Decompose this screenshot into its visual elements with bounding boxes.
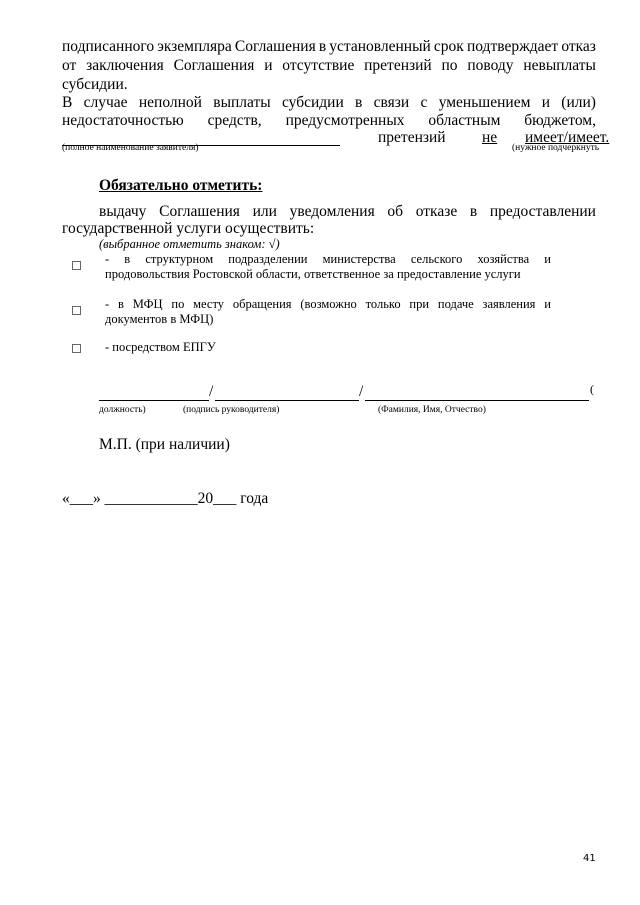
word: уменьшением — [438, 94, 531, 111]
signature-hint: (подпись руководителя) — [183, 405, 280, 415]
word: заявления — [482, 297, 536, 311]
word: по — [171, 297, 185, 311]
word: (возможно — [300, 297, 357, 311]
word: предоставлении — [489, 203, 596, 220]
word: подаче — [437, 297, 474, 311]
word: претензий — [364, 57, 432, 74]
word: в — [469, 203, 478, 220]
word: Соглашения — [159, 203, 240, 220]
full-name-hint: (Фамилия, Имя, Отчество) — [378, 405, 486, 415]
word: случае — [83, 94, 128, 111]
option-epgu-checkbox[interactable] — [72, 344, 81, 353]
word: отказе — [415, 203, 458, 220]
para2-line2 — [62, 112, 596, 130]
mandatory-intro-line1 — [99, 203, 596, 221]
word: срок — [433, 38, 464, 55]
sig-sep-2: / — [359, 383, 364, 400]
date-month[interactable]: ____________ — [104, 490, 198, 507]
word: Соглашения — [173, 57, 255, 74]
word: от — [62, 57, 77, 74]
word: выплаты — [213, 94, 271, 111]
word: поводу — [467, 57, 514, 74]
word: обращения — [232, 297, 292, 311]
option-structural-checkbox[interactable] — [72, 261, 81, 270]
para1-line1 — [62, 38, 596, 56]
word: при — [409, 297, 430, 311]
word: и — [264, 57, 273, 74]
word: месту — [193, 297, 225, 311]
word: предусмотренных — [285, 112, 405, 129]
word: и — [544, 252, 551, 266]
word: субсидии — [281, 94, 344, 111]
option-mfc-line2: документов в МФЦ) — [105, 312, 214, 326]
word: - — [105, 252, 110, 266]
option-epgu-label: - посредством ЕПГУ — [105, 340, 216, 354]
word: структурном — [145, 252, 214, 266]
sig-sep-1: / — [209, 383, 214, 400]
word: областным — [428, 112, 501, 129]
word: уведомления — [289, 203, 375, 220]
word: и — [541, 94, 550, 111]
date-line — [62, 490, 268, 508]
have-word: имеет/имеет. — [525, 129, 610, 146]
word: в — [117, 297, 124, 311]
date-year[interactable]: 20___ — [197, 490, 237, 507]
word: Соглашения — [234, 38, 316, 55]
word: установленный — [329, 38, 431, 55]
word: подтверждает — [466, 38, 559, 55]
page-number: 41 — [583, 853, 596, 864]
full-name-line[interactable] — [365, 400, 589, 401]
option-structural-line2: продовольствия Ростовской области, ответственное за предоставление услуги — [105, 267, 521, 281]
word: с — [420, 94, 428, 111]
option-mfc-checkbox[interactable] — [72, 306, 81, 315]
para1-line3: субсидии. — [62, 76, 128, 93]
word: (или) — [561, 94, 596, 111]
word: по — [441, 57, 458, 74]
sig-trailing-paren: ( — [590, 382, 594, 396]
stamp-label: М.П. (при наличии) — [99, 436, 230, 453]
word: бюджетом, — [524, 112, 596, 129]
word: подписанного — [62, 38, 155, 55]
word: средств, — [207, 112, 262, 129]
para2-line1 — [62, 94, 596, 112]
position-hint: должность) — [99, 405, 146, 415]
word: в — [355, 94, 363, 111]
word: выдачу — [99, 203, 147, 220]
date-suffix: года — [240, 490, 269, 507]
word: связи — [373, 94, 410, 111]
mandatory-hint: (выбранное отметить знаком: √) — [99, 237, 280, 251]
word: отсутствие — [282, 57, 355, 74]
word: В — [62, 94, 73, 111]
word: об — [387, 203, 404, 220]
word: неполной — [138, 94, 202, 111]
word: МФЦ — [132, 297, 163, 311]
applicant-hint: (полное наименование заявителя) — [62, 143, 199, 153]
signature-line[interactable] — [215, 400, 359, 401]
mandatory-intro-line2: государственной услуги осуществить: — [62, 220, 315, 237]
para1-line2 — [62, 57, 596, 75]
word: подразделении — [228, 252, 308, 266]
word: и — [544, 297, 551, 311]
word: в — [318, 38, 327, 55]
word: только — [365, 297, 401, 311]
word: заключения — [86, 57, 164, 74]
word: недостаточностью — [62, 112, 184, 129]
date-day[interactable]: «___» — [62, 490, 101, 507]
word: сельского — [410, 252, 463, 266]
word: министерства — [322, 252, 396, 266]
word: или — [252, 203, 277, 220]
word: хозяйства — [477, 252, 530, 266]
position-line[interactable] — [99, 400, 209, 401]
not-word: не — [482, 129, 498, 146]
claims-word: претензий — [378, 129, 446, 146]
mandatory-heading: Обязательно отметить: — [99, 177, 263, 194]
word: в — [124, 252, 131, 266]
word: экземпляра — [157, 38, 232, 55]
word: невыплаты — [523, 57, 596, 74]
word: отказ — [561, 38, 596, 55]
underline-hint: (нужное подчеркнуть — [512, 143, 600, 153]
word: - — [105, 297, 110, 311]
